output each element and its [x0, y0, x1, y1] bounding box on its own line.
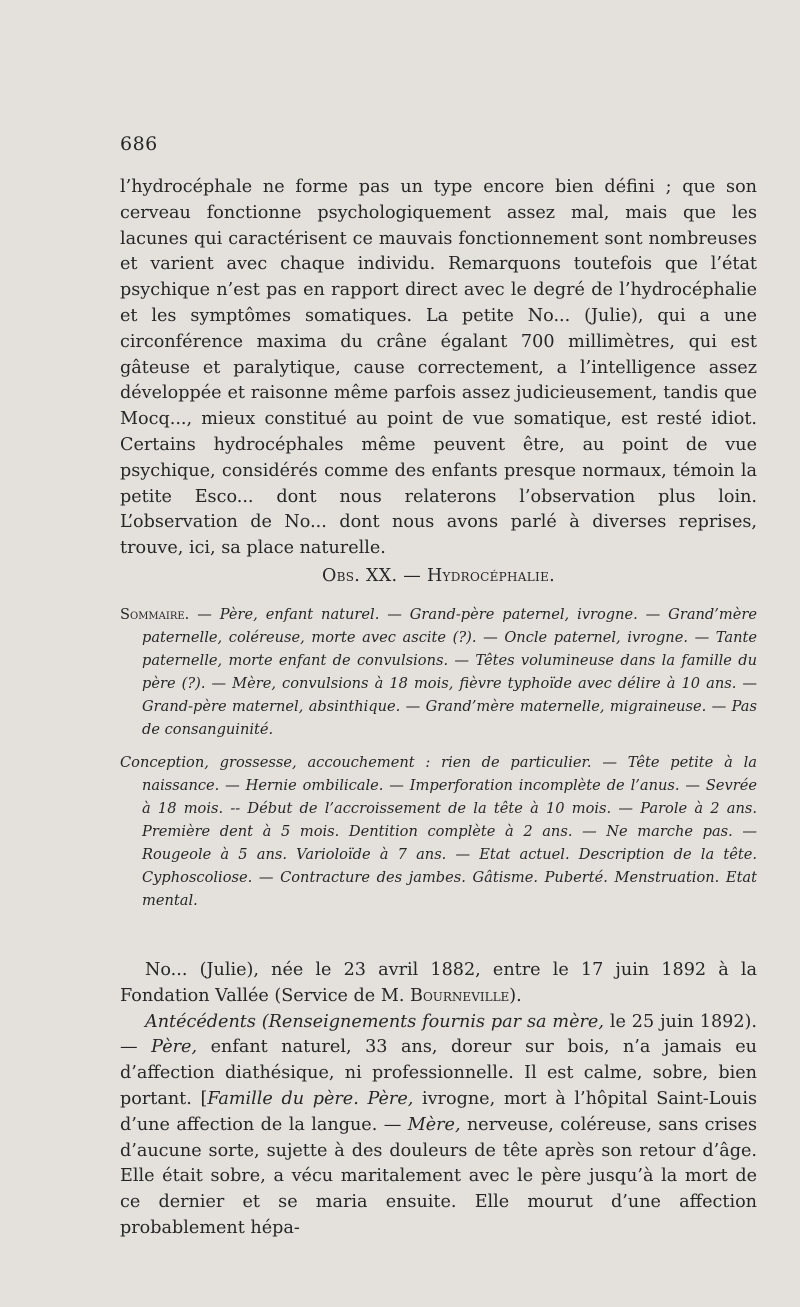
- mother-label: Mère,: [407, 1114, 461, 1135]
- history-lead: Antécédents (Renseignements fournis par sa mère,: [145, 1011, 604, 1032]
- observation-number: Obs. XX.: [321, 566, 398, 586]
- summary-block: [120, 603, 757, 912]
- summary-paragraph-1: [120, 603, 757, 741]
- observation-heading: [120, 566, 757, 586]
- father-label: Père,: [151, 1037, 198, 1058]
- summary-text-1: — Père, enfant naturel. — Grand-père paternel, ivrogne. — Grand’mère paternelle, coléreuse, morte avec ascite (?). — Oncle paternel, ivrogne. — Tante paternelle, morte enfant de convulsions. — Têtes volumineuse dans la famille du père (?). — Mère, convulsions à 18 mois, fièvre typhoïde avec délire à 10 ans. — Grand-père maternel, absinthique. — Grand’mère maternelle, migraineuse. — Pas de consanguinité.: [142, 606, 757, 738]
- paternal-family-label: Famille du père. Père,: [207, 1088, 414, 1109]
- history-paragraph: [120, 1010, 757, 1242]
- history-text-3: ivrogne, mort à l’hôpital Saint-Louis d’une affection de la langue. —: [120, 1088, 758, 1135]
- summary-paragraph-2: [120, 751, 757, 912]
- intro-paragraph: [120, 175, 757, 562]
- summary-text-2: Conception, grossesse, accouchement : rien de particulier. — Tête petite à la naissance. — Hernie ombilicale. — Imperforation incomplète de l’anus. — Sevrée à 18 mois. -- Début de l’accroissement de la tête à 10 mois. — Parole à 2 ans. Première dent à 5 mois. Dentition complète à 2 ans. — Ne marche pas. — Rougeole à 5 ans. Varioloïde à 7 ans. — Etat actuel. Description de la tête. Cyphoscoliose. — Contracture des jambes. Gâtisme. Puberté. Menstruation. Etat mental.: [120, 754, 757, 909]
- page-number: 686: [120, 133, 158, 155]
- admission-close: ).: [509, 985, 522, 1006]
- summary-label: Sommaire.: [120, 606, 190, 623]
- observation-subject: Hydrocéphalie.: [426, 566, 556, 586]
- case-body: [120, 958, 757, 1242]
- heading-dash: —: [403, 566, 422, 586]
- admission-text: No... (Julie), née le 23 avril 1882, entre le 17 juin 1892 à la Fondation Vallée (Service de M.: [120, 960, 757, 1006]
- history-text-2: enfant naturel, 33 ans, doreur sur bois, n’a jamais eu d’affection diathésique, ni professionnelle. Il est calme, sobre, bien portant. [: [120, 1037, 758, 1109]
- history-text-4: nerveuse, coléreuse, sans crises d’aucune sorte, sujette à des douleurs de tête après son retour d’âge. Elle était sobre, a vécu maritalement avec le père jusqu’à la mort de ce dernier et se maria ensuite. Elle mourut d’une affection probablement hépa-: [120, 1114, 757, 1238]
- physician-name: Bourneville: [410, 985, 510, 1006]
- paragraph-text: l’hydrocéphale ne forme pas un type encore bien défini ; que son cerveau fonctionne psychologiquement assez mal, mais que les lacunes qui caractérisent ce mauvais fonctionnement sont nombreuses et varient avec chaque individu. Remarquons toutefois que l’état psychique n’est pas en rapport direct avec le degré de l’hydrocéphalie et les symptômes somatiques. La petite No... (Julie), qui a une circonférence maxima du crâne égalant 700 millimètres, qui est gâteuse et paralytique, cause correctement, a l’intelligence assez développée et raisonne même parfois assez judicieusement, tandis que Mocq..., mieux constitué au point de vue somatique, est resté idiot. Certains hydrocéphales même peuvent être, au point de vue psychique, considérés comme des enfants presque normaux, témoin la petite Esco... dont nous relaterons l’observation plus loin. L’observation de No... dont nous avons parlé à diverses reprises, trouve, ici, sa place naturelle.: [120, 177, 757, 559]
- history-text-1: le 25 juin 1892). —: [120, 1011, 757, 1058]
- admission-paragraph: [120, 958, 757, 1010]
